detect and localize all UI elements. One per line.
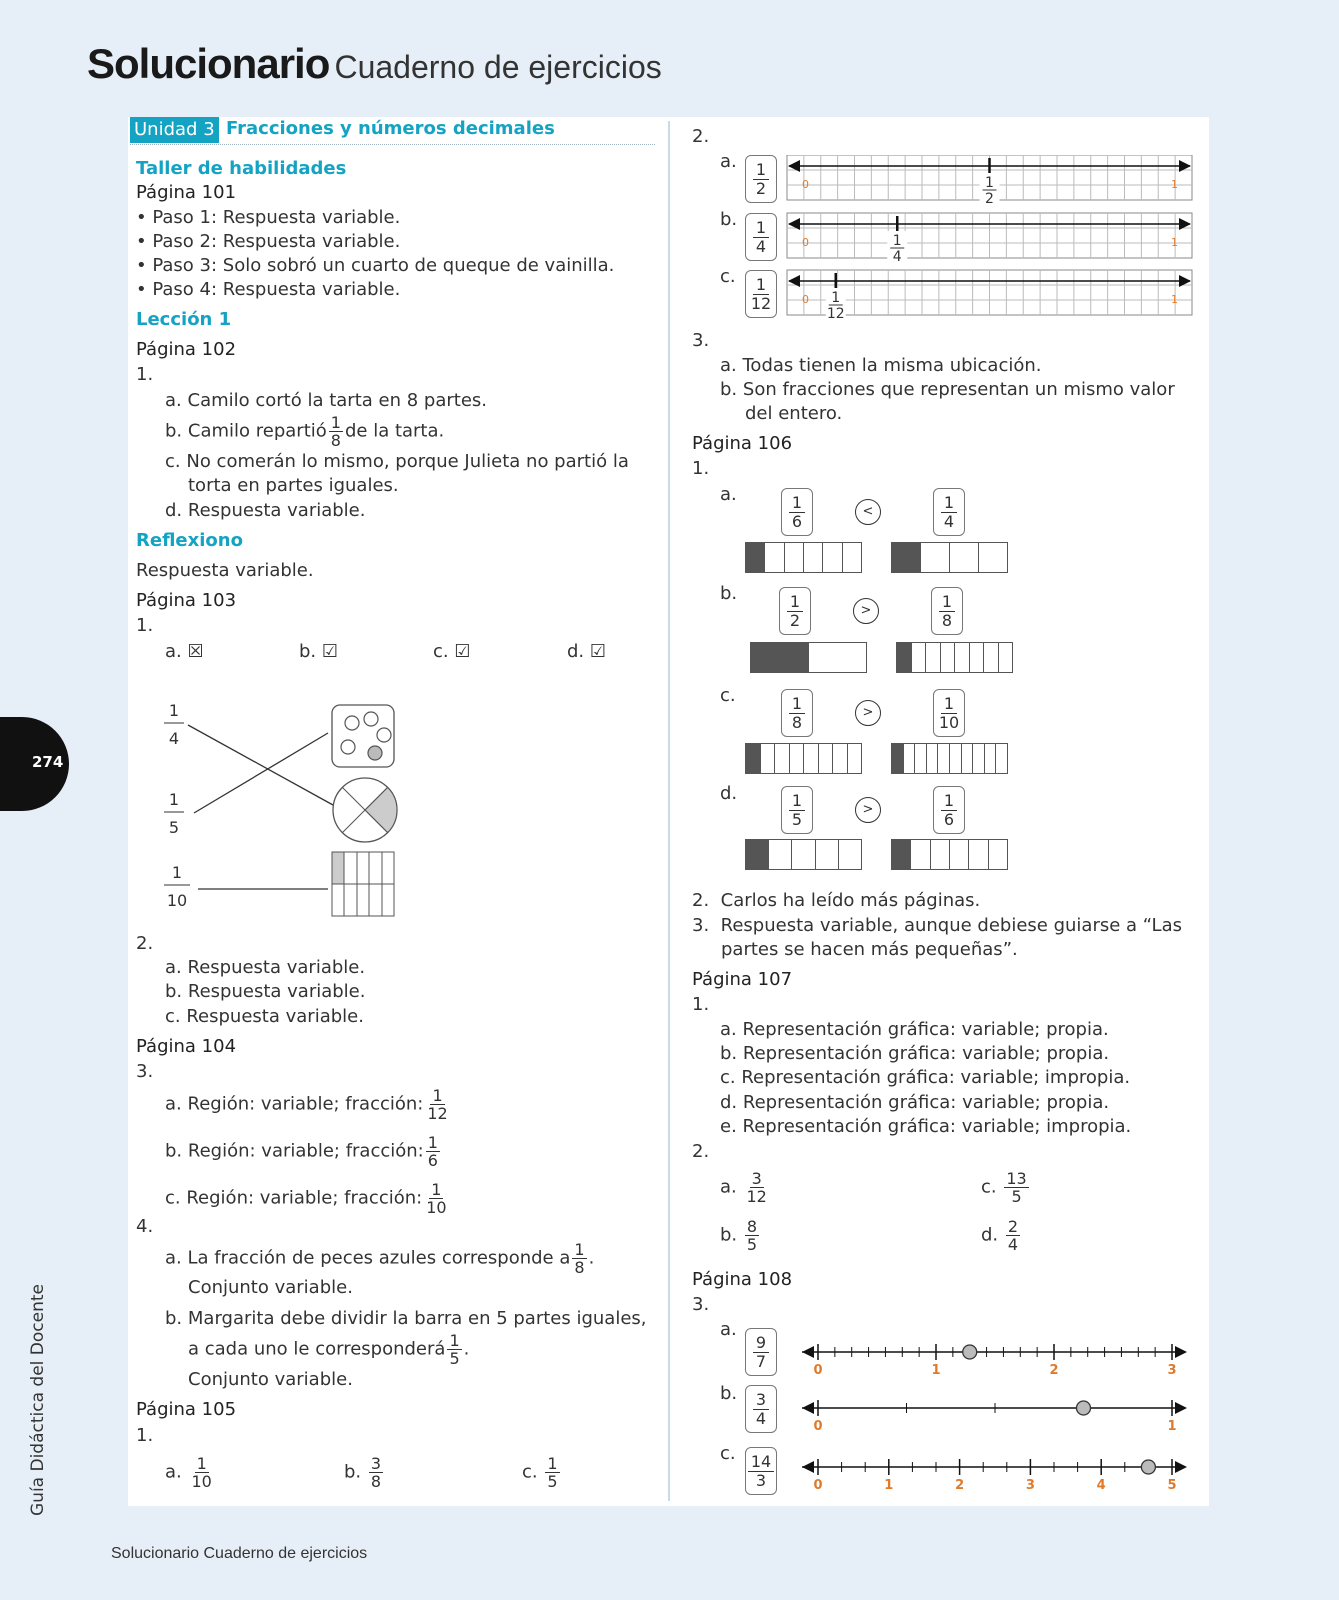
match-fraction-tenth-n: 1 <box>171 863 183 882</box>
fraction-box: 1 2 <box>745 155 777 203</box>
answer-107-1b: b. Representación gráfica: variable; propia. <box>720 1043 1110 1064</box>
footer-text: Solucionario Cuaderno de ejercicios <box>111 1545 368 1562</box>
answer-102-d: d. Respuesta variable. <box>165 500 366 521</box>
fraction-box: 1 8 <box>931 587 963 635</box>
fraction: $\frac{1}{10}$ <box>191 1454 212 1491</box>
tick-label: 0 <box>802 293 809 306</box>
list-item: • Paso 3: Solo sobró un cuarto de queque de vainilla. <box>136 255 615 276</box>
letter-c: c. <box>720 1443 736 1464</box>
item-number: 1. <box>136 615 154 636</box>
svg-text:1: 1 <box>831 290 841 306</box>
fraction: $\frac{1}{12}$ <box>427 1086 448 1123</box>
header-title-rest: Cuaderno de ejercicios <box>334 49 662 85</box>
item-number: 2. <box>692 126 710 147</box>
item-number: 3. <box>692 1294 710 1315</box>
fraction: $\frac{1}{6}$ <box>427 1133 438 1170</box>
fraction-box: 1 6 <box>933 786 965 834</box>
answer-104-3b: b. Región: variable; fracción: $\frac{1}{6}$ <box>165 1133 438 1170</box>
vertical-side-label: Guía Didáctica del Docente <box>28 1284 48 1516</box>
tick-label: 3 <box>1167 1363 1177 1378</box>
fraction: $\frac{13}{5}$ <box>1006 1169 1027 1206</box>
answer-105-1a: a. $\frac{1}{10}$ <box>165 1454 212 1491</box>
fraction-bar-half <box>750 642 867 673</box>
tick-label: 4 <box>1096 1478 1106 1493</box>
fraction: $\frac{1}{5}$ <box>449 1331 460 1368</box>
item-number: 2. <box>136 933 154 954</box>
answer-104-4a: a. La fracción de peces azules corresponde a $\frac{1}{8}$ . <box>165 1240 595 1277</box>
tick-label: 1 <box>884 1478 894 1493</box>
pie-quarter-icon <box>333 778 397 842</box>
page-heading-108: Página 108 <box>692 1269 793 1290</box>
comparison-sign: > <box>853 598 879 624</box>
letter-b: b. <box>720 583 738 604</box>
fraction: $\frac{1}{10}$ <box>426 1180 447 1217</box>
tick-label: 1 <box>1171 178 1178 191</box>
header-title-bold: Solucionario <box>87 40 330 87</box>
comparison-sign: < <box>855 499 881 525</box>
tick-label: 1 <box>931 1363 941 1378</box>
svg-text:2: 2 <box>985 191 994 207</box>
answer-106-3-cont: partes se hacen más pequeñas”. <box>721 939 1018 960</box>
letter-b: b. <box>720 209 738 230</box>
page-heading-103: Página 103 <box>136 590 237 611</box>
list-item: • Paso 2: Respuesta variable. <box>136 231 401 252</box>
fraction-bar-eighth <box>896 642 1013 673</box>
answer-107-2b: b. $\frac{8}{5}$ <box>720 1217 758 1254</box>
point-marker <box>963 1345 977 1359</box>
item-number: 3. <box>692 330 710 351</box>
fraction: $\frac{3}{8}$ <box>370 1454 382 1491</box>
page-number: 274 <box>32 753 64 771</box>
match-fraction-fifth-d: 5 <box>168 818 180 837</box>
fraction-box: 1 8 <box>781 689 813 737</box>
letter-a: a. <box>720 151 737 172</box>
answer-105-1c: c. $\frac{1}{5}$ <box>522 1454 558 1491</box>
page-heading-102: Página 102 <box>136 339 237 360</box>
tick-label: 3 <box>1025 1478 1035 1493</box>
page-heading-107: Página 107 <box>692 969 793 990</box>
letter-b: b. <box>720 1383 738 1404</box>
fraction-mark-label <box>887 231 907 265</box>
fraction-mark-label <box>826 288 846 322</box>
section-heading-reflexiono: Reflexiono <box>136 530 243 551</box>
point-marker <box>1077 1401 1091 1415</box>
unit-underline <box>130 144 655 145</box>
fraction: $\frac{1}{8}$ <box>330 413 341 450</box>
tick-label: 2 <box>955 1478 965 1493</box>
letter-a: a. <box>720 484 737 505</box>
fraction-bar-quarter <box>891 542 1008 573</box>
letter-a: a. <box>720 1319 737 1340</box>
fraction-bar-fifth <box>745 839 862 870</box>
answer-102-a: a. Camilo cortó la tarta en 8 partes. <box>165 390 487 411</box>
tick-label: 1 <box>1171 293 1178 306</box>
item-number: 3. <box>136 1061 154 1082</box>
number-line <box>802 1344 1187 1378</box>
fraction-box: 1 4 <box>933 488 965 536</box>
fraction-box: 1 10 <box>933 689 965 737</box>
svg-text:1: 1 <box>985 175 994 191</box>
match-lines <box>188 725 333 889</box>
answer-102-b: b. Camilo repartió $\frac{1}{8}$ de la tarta. <box>165 413 445 450</box>
tick-label: 1 <box>1171 236 1178 249</box>
fraction: $\frac{2}{4}$ <box>1007 1217 1019 1254</box>
fraction-bar-sixth <box>745 542 862 573</box>
comparison-sign: > <box>855 700 881 726</box>
svg-text:4: 4 <box>892 249 902 265</box>
tick-label: 0 <box>813 1478 823 1493</box>
conjunto-variable: Conjunto variable. <box>188 1277 353 1298</box>
fraction-box: 3 4 <box>745 1385 777 1433</box>
fraction-box: 14 3 <box>745 1447 777 1495</box>
fraction-box: 1 5 <box>781 786 813 834</box>
answer-104-4b-cont: a cada uno le corresponderá $\frac{1}{5}$ . <box>188 1331 470 1368</box>
answer-103-2c: c. Respuesta variable. <box>165 1006 364 1027</box>
tick-label: 1 <box>1167 1419 1177 1434</box>
grid-number-line <box>787 270 1192 322</box>
fraction: $\frac{1}{5}$ <box>547 1454 558 1491</box>
number-line <box>802 1459 1187 1493</box>
number-lines-108 <box>800 1330 1200 1500</box>
answer-105-3a: a. Todas tienen la misma ubicación. <box>720 355 1042 376</box>
point-marker <box>1141 1460 1155 1474</box>
item-number: 2. <box>692 1141 710 1162</box>
page-heading-101: Página 101 <box>136 182 237 203</box>
grid-number-line <box>787 213 1192 265</box>
item-number: 1. <box>692 458 710 479</box>
checkbox-answer-a: a. ☒ <box>165 641 204 662</box>
fraction-mark-label <box>980 173 1000 207</box>
match-fraction-fifth-n: 1 <box>168 790 180 809</box>
checkbox-answer-d: d. ☑ <box>567 641 607 662</box>
fraction-box: 1 6 <box>781 488 813 536</box>
fraction: $\frac{3}{12}$ <box>746 1169 767 1206</box>
matching-diagram <box>150 695 410 925</box>
answer-107-2d: d. $\frac{2}{4}$ <box>981 1217 1019 1254</box>
answer-105-1b: b. $\frac{3}{8}$ <box>344 1454 382 1491</box>
answer-102-c-cont: torta en partes iguales. <box>188 475 399 496</box>
answer-103-2a: a. Respuesta variable. <box>165 957 366 978</box>
tick-label: 0 <box>802 178 809 191</box>
page-heading-104: Página 104 <box>136 1036 237 1057</box>
item-number: 1. <box>692 994 710 1015</box>
match-fraction-quarter-d: 4 <box>168 729 180 748</box>
fraction-bar-eighth <box>745 743 862 774</box>
svg-text:1: 1 <box>892 233 902 249</box>
unit-badge: Unidad 3 <box>130 117 219 143</box>
fraction-box: 1 2 <box>779 587 811 635</box>
answer-104-4b: b. Margarita debe dividir la barra en 5 partes iguales, <box>165 1308 647 1329</box>
answer-105-3b: b. Son fracciones que representan un mismo valor <box>720 379 1175 400</box>
tick-label: 0 <box>813 1419 823 1434</box>
checkbox-answer-b: b. ☑ <box>299 641 339 662</box>
answer-107-1e: e. Representación gráfica: variable; impropia. <box>720 1116 1132 1137</box>
answer-107-1c: c. Representación gráfica: variable; impropia. <box>720 1067 1131 1088</box>
grid-number-line <box>787 155 1192 207</box>
answer-107-1d: d. Representación gráfica: variable; propia. <box>720 1092 1110 1113</box>
fraction-box: 1 4 <box>745 213 777 261</box>
page-header <box>87 40 662 88</box>
unit-title: Fracciones y números decimales <box>226 118 555 139</box>
tick-label: 0 <box>802 236 809 249</box>
tick-label: 0 <box>813 1363 823 1378</box>
letter-c: c. <box>720 266 736 287</box>
letter-d: d. <box>720 783 738 804</box>
checkbox-answer-c: c. ☑ <box>433 641 471 662</box>
answer-102-c: c. No comerán lo mismo, porque Julieta no partió la <box>165 451 629 472</box>
answer-106-3: 3. Respuesta variable, aunque debiese guiarse a “Las <box>692 915 1182 936</box>
answer-106-2: 2. Carlos ha leído más páginas. <box>692 890 981 911</box>
match-fraction-tenth-d: 10 <box>166 891 188 910</box>
answer-107-2c: c. $\frac{13}{5}$ <box>981 1169 1027 1206</box>
item-number: 1. <box>136 1425 154 1446</box>
conjunto-variable: Conjunto variable. <box>188 1369 353 1390</box>
comparison-sign: > <box>855 797 881 823</box>
tick-label: 5 <box>1167 1478 1177 1493</box>
fraction: $\frac{8}{5}$ <box>746 1217 758 1254</box>
page-heading-106: Página 106 <box>692 433 793 454</box>
fraction: $\frac{1}{8}$ <box>574 1240 585 1277</box>
answer-105-3b-cont: del entero. <box>745 403 843 424</box>
answer-103-2b: b. Respuesta variable. <box>165 981 366 1002</box>
item-number: 1. <box>136 364 154 385</box>
reflexiono-text: Respuesta variable. <box>136 560 314 581</box>
list-item: • Paso 1: Respuesta variable. <box>136 207 401 228</box>
number-line <box>802 1400 1187 1434</box>
letter-c: c. <box>720 685 736 706</box>
fraction-bar-sixth <box>891 839 1008 870</box>
match-fraction-quarter-n: 1 <box>168 701 180 720</box>
answer-104-3c: c. Región: variable; fracción: $\frac{1}{10}$ <box>165 1180 447 1217</box>
svg-text:12: 12 <box>826 306 845 322</box>
fraction-box: 1 12 <box>745 270 777 318</box>
list-item: • Paso 4: Respuesta variable. <box>136 279 401 300</box>
fraction-box: 9 7 <box>745 1328 777 1376</box>
column-divider <box>668 121 670 1501</box>
grid-number-lines <box>785 155 1195 325</box>
item-number: 4. <box>136 1216 154 1237</box>
answer-107-1a: a. Representación gráfica: variable; propia. <box>720 1019 1109 1040</box>
section-heading-taller: Taller de habilidades <box>136 158 347 179</box>
page-heading-105: Página 105 <box>136 1399 237 1420</box>
fraction-bar-tenth <box>891 743 1008 774</box>
answer-104-3a: a. Región: variable; fracción: $\frac{1}{12}$ <box>165 1086 448 1123</box>
grid-tenths-icon <box>332 852 394 916</box>
tick-label: 2 <box>1049 1363 1059 1378</box>
answer-107-2a: a. $\frac{3}{12}$ <box>720 1169 767 1206</box>
section-heading-leccion: Lección 1 <box>136 309 232 330</box>
